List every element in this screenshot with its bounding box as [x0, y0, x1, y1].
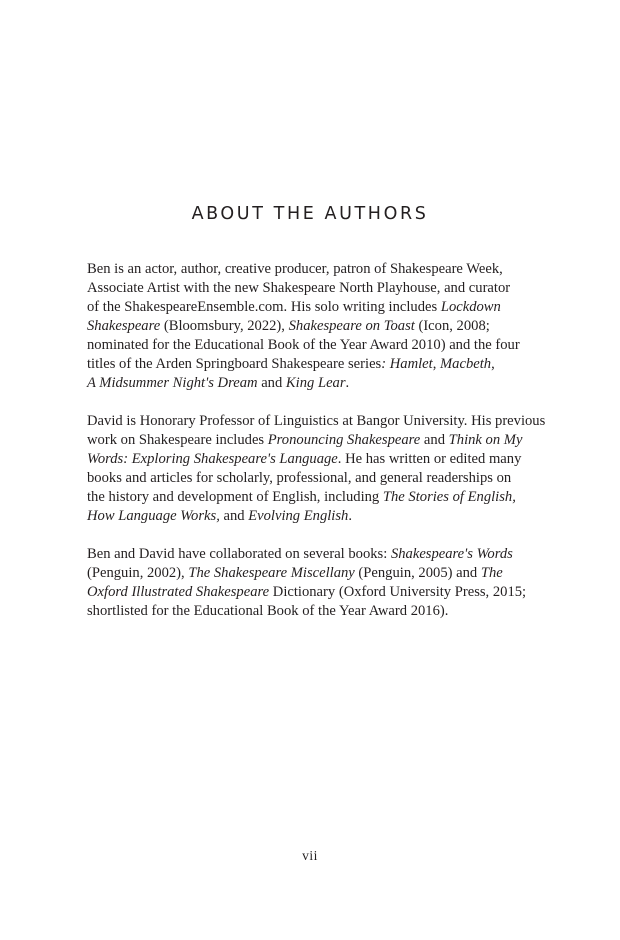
text-line: A Midsummer Night's Dream and King Lear. — [87, 375, 350, 391]
book-title: Macbeth — [440, 356, 492, 372]
book-title: Shakespeare on Toast — [288, 318, 415, 334]
book-title: Think on My — [448, 432, 523, 448]
text-line: books and articles for scholarly, professional, and general readerships on — [87, 470, 512, 486]
text-line: Words: Exploring Shakespeare's Language. He has written or edited many — [87, 451, 522, 467]
book-title: : Hamlet — [381, 356, 433, 372]
text-line: Associate Artist with the new Shakespeare North Playhouse, and curator — [87, 280, 511, 296]
text-line: work on Shakespeare includes Pronouncing Shakespeare and Think on My — [87, 432, 523, 448]
ben-bio-paragraph — [87, 260, 537, 393]
book-title: Shakespeare's Words — [390, 546, 513, 562]
text-line: the history and development of English, including The Stories of English, — [87, 489, 516, 505]
text-line: shortlisted for the Educational Book of the Year Award 2016). — [87, 603, 449, 619]
book-title: The Stories of English, — [382, 489, 516, 505]
book-title: The — [480, 565, 503, 581]
book-title: Oxford Illustrated Shakespeare — [87, 584, 270, 600]
text-line: How Language Works, and Evolving English. — [87, 508, 352, 524]
text-line: Ben and David have collaborated on several books: Shakespeare's Words — [87, 546, 513, 562]
book-title: King Lear — [285, 375, 346, 391]
text-line: Shakespeare (Bloomsbury, 2022), Shakespeare on Toast (Icon, 2008; — [87, 318, 490, 334]
text-line: of the ShakespeareEnsemble.com. His solo writing includes Lockdown — [87, 299, 501, 315]
book-title: Evolving English — [248, 508, 349, 524]
text-line: Ben is an actor, author, creative producer, patron of Shakespeare Week, — [87, 261, 503, 277]
david-bio-paragraph — [87, 412, 546, 526]
book-title: Words: Exploring Shakespeare's Language — [87, 451, 338, 467]
book-title: Lockdown — [440, 299, 501, 315]
book-title: Shakespeare — [87, 318, 161, 334]
text-line: (Penguin, 2002), The Shakespeare Miscellany (Penguin, 2005) and The — [87, 565, 503, 581]
book-title: How Language Works, — [87, 508, 220, 524]
text-line: nominated for the Educational Book of the Year Award 2010) and the four — [87, 337, 520, 353]
book-title: The Shakespeare Miscellany — [188, 565, 355, 581]
book-title: Pronouncing Shakespeare — [267, 432, 421, 448]
text-line: titles of the Arden Springboard Shakespeare series: Hamlet, Macbeth, — [87, 356, 495, 372]
authors-text — [87, 260, 546, 640]
collaboration-paragraph — [87, 545, 537, 621]
page-number: vii — [302, 848, 318, 863]
text-line: David is Honorary Professor of Linguistics at Bangor University. His previous — [87, 413, 546, 429]
book-title: A Midsummer Night's Dream — [87, 375, 258, 391]
page-title: ABOUT THE AUTHORS — [191, 204, 429, 224]
text-line: Oxford Illustrated Shakespeare Dictionary (Oxford University Press, 2015; — [87, 584, 527, 600]
